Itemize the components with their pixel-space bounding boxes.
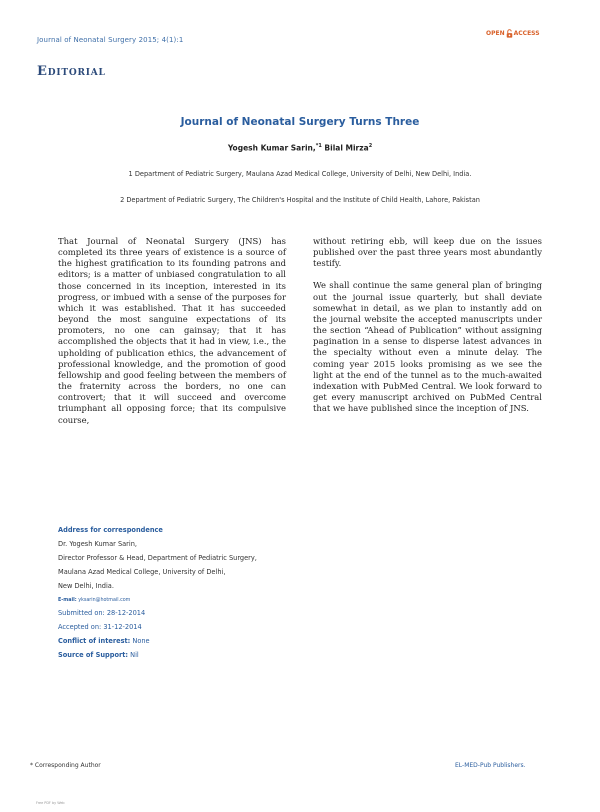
corresponding-author-note: * Corresponding Author <box>30 762 101 769</box>
correspondence-email-row <box>58 594 257 608</box>
submitted-row <box>58 607 257 621</box>
affiliation-1: 1 Department of Pediatric Surgery, Maulana Azad Medical College, University of Delhi, New Delhi, India. <box>128 170 472 178</box>
submitted-label: Submitted on: <box>58 609 105 618</box>
body-paragraph-2: We shall continue the same general plan of bringing out the journal issue quarterly, but shall deviate somewhat in detail, as we plan to instantly add on the journal website the accepted manuscripts under the section “Ahead of Publication” without assigning pagination in a sense to disperse latest advances in the specialty without even a minute delay. The coming year 2015 looks promising as we see the light at the end of the tunnel as to the much-awaited indexation with PubMed Central. We look forward to get every manuscript archived on PubMed Central that we have published since the inception of JNS. <box>313 280 542 414</box>
open-access-left-text: OPEN <box>486 30 505 37</box>
tiny-footer-note: Free PDF by Web <box>36 801 65 805</box>
body-paragraph-1: That Journal of Neonatal Surgery (JNS) has completed its three years of existence is a source of the highest gratification to its founding patrons and editors; is a matter of unbiased congratulation to all those concerned in its inception, interested in its progress, or imbued with a sense of the purposes for which it was established. That it has succeeded beyond the most sanguine expectations of its promoters, no one can gainsay; that it has accomplished the objects that it had in view, i.e., the upholding of publication ethics, the advancement of professional knowledge, and the promotion of good fellowship and good feeling between the members of the fraternity across the borders, no one can controvert; that it will succeed and overcome triumphant all opposing force; that its compulsive course, <box>58 236 286 425</box>
accepted-row <box>58 621 257 635</box>
accepted-date: 31-12-2014 <box>103 623 142 632</box>
conflict-row <box>58 635 257 649</box>
support-row <box>58 649 257 663</box>
section-label: Editorial <box>37 64 106 79</box>
correspondence-name: Dr. Yogesh Kumar Sarin, <box>58 539 138 548</box>
journal-citation: Journal of Neonatal Surgery 2015; 4(1):1 <box>37 36 184 44</box>
conflict-value: None <box>132 637 150 646</box>
correspondence-heading: Address for correspondence <box>58 526 163 534</box>
body-left-column <box>58 236 286 426</box>
correspondence-block <box>58 524 257 663</box>
open-lock-icon <box>506 29 513 38</box>
author-2: Bilal Mirza <box>324 143 369 153</box>
author-line <box>0 143 600 153</box>
article-title: Journal of Neonatal Surgery Turns Three <box>180 116 420 128</box>
submitted-date: 28-12-2014 <box>106 609 146 618</box>
correspondence-position: Director Professor & Head, Department of Pediatric Surgery, <box>58 553 257 562</box>
conflict-label: Conflict of interest: <box>58 637 131 646</box>
author-2-marker: 2 <box>368 143 373 149</box>
open-access-right-text: ACCESS <box>513 30 540 37</box>
correspondence-institution: Maulana Azad Medical College, University of Delhi, <box>58 567 226 576</box>
correspondence-city: New Delhi, India. <box>58 581 114 590</box>
affiliation-2: 2 Department of Pediatric Surgery, The Children's Hospital and the Institute of Child Health, Lahore, Pakistan <box>120 196 480 204</box>
open-access-logo <box>486 29 540 38</box>
accepted-label: Accepted on: <box>58 623 102 632</box>
email-label: E-mail: <box>58 597 77 603</box>
email-link[interactable]: yksarin@hotmail.com <box>78 597 131 603</box>
body-paragraph-1-continued: without retiring ebb, will keep due on the issues published over the past three years most abundantly testify. <box>313 236 542 269</box>
support-label: Source of Support: <box>58 651 129 660</box>
publisher-name: EL-MED-Pub Publishers. <box>455 762 526 769</box>
body-right-column <box>313 236 542 414</box>
author-1: Yogesh Kumar Sarin, <box>227 143 316 153</box>
support-value: Nil <box>130 651 139 660</box>
author-1-marker: *1 <box>315 143 322 149</box>
